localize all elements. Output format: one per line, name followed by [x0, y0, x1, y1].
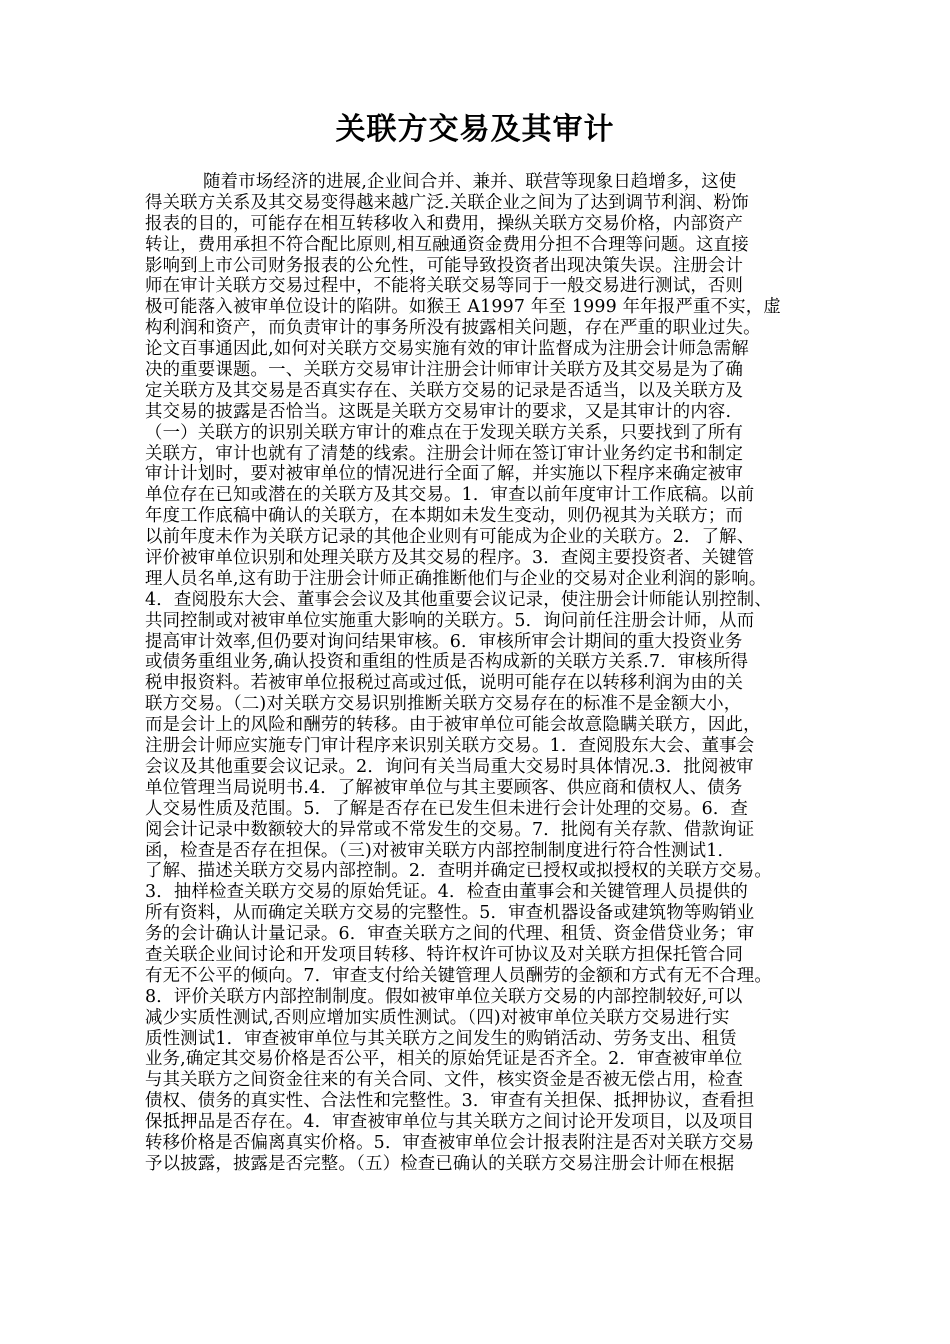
paragraph-line: 税申报资料。若被审单位报税过高或过低，说明可能存在以转移利润为由的关 [145, 673, 744, 694]
paragraph-line: 单位管理当局说明书.4．了解被审单位与其主要顾客、供应商和债权人、债务 [145, 777, 743, 798]
paragraph-line: 师在审计关联方交易过程中，不能将关联交易等同于一般交易进行测试，否则 [145, 276, 744, 297]
paragraph-line: 所有资料，从而确定关联方交易的完整性。5．审查机器设备或建筑物等购销业 [145, 903, 755, 924]
paragraph-line: 而是会计上的风险和酬劳的转移。由于被审单位可能会故意隐瞒关联方，因此， [145, 715, 761, 736]
paragraph-line: 单位存在已知或潜在的关联方及其交易。1．审查以前年度审计工作底稿。以前 [145, 485, 755, 506]
paragraph-line: 人交易性质及范围。5．了解是否存在已发生但未进行会计处理的交易。6．查 [145, 798, 749, 819]
paragraph-line: 予以披露，披露是否完整。（五）检查已确认的关联方交易注册会计师在根据 [145, 1153, 735, 1174]
document-title: 关联方交易及其审计 [335, 112, 615, 147]
paragraph-line: 审计计划时，要对被审单位的情况进行全面了解，并实施以下程序来确定被审 [145, 464, 744, 485]
paragraph-line: 报表的目的，可能存在相互转移收入和费用，操纵关联方交易价格，内部资产 [145, 213, 744, 234]
paragraph-line: 共同控制或对被审单位实施重大影响的关联方。5．询问前任注册会计师，从而 [145, 610, 755, 631]
document-body [145, 172, 815, 1175]
paragraph-line: 有无不公平的倾向。7．审查支付给关键管理人员酬劳的金额和方式有无不合理。 [145, 965, 772, 986]
paragraph-line: 得关联方关系及其交易变得越来越广泛.关联企业之间为了达到调节利润、粉饰 [145, 192, 749, 213]
paragraph-line: 论文百事通因此,如何对关联方交易实施有效的审计监督成为注册会计师急需解 [145, 339, 749, 360]
paragraph-line: 债权、债务的真实性、合法性和完整性。3．审查有关担保、抵押协议，查看担 [145, 1091, 755, 1112]
paragraph-line: 转移价格是否偏离真实价格。5．审查被审单位会计报表附注是否对关联方交易 [145, 1132, 755, 1153]
paragraph-line: 构利润和资产，而负责审计的事务所没有披露相关问题，存在严重的职业过失。 [145, 318, 761, 339]
paragraph-line: 业务,确定其交易价格是否公平，相关的原始凭证是否齐全。2．审查被审单位 [145, 1049, 743, 1070]
paragraph-line: 4．查阅股东大会、董事会会议及其他重要会议记录，使注册会计师能认别控制、 [145, 589, 772, 610]
paragraph-line: 会议及其他重要会议记录。2．询问有关当局重大交易时具体情况.3．批阅被审 [145, 756, 754, 777]
paragraph-line: 务的会计确认计量记录。6．审查关联方之间的代理、租赁、资金借贷业务；审 [145, 924, 755, 945]
paragraph-line: 8．评价关联方内部控制制度。假如被审单位关联方交易的内部控制较好,可以 [145, 986, 743, 1007]
paragraph-line: 转让，费用承担不符合配比原则,相互融通资金费用分担不合理等问题。这直接 [145, 234, 749, 255]
paragraph-line: 保抵押品是否存在。4．审查被审单位与其关联方之间讨论开发项目，以及项目 [145, 1112, 755, 1133]
paragraph-line: 或债务重组业务,确认投资和重组的性质是否构成新的关联方关系.7．审核所得 [145, 652, 749, 673]
paragraph-line: （一）关联方的识别关联方审计的难点在于发现关联方关系，只要找到了所有 [145, 422, 744, 443]
paragraph-line: 年度工作底稿中确认的关联方，在本期如未发生变动，则仍视其为关联方；而 [145, 506, 744, 527]
paragraph-first-line: 随着市场经济的进展,企业间合并、兼并、联营等现象日趋增多，这使 [203, 172, 737, 192]
paragraph-line: 查关联企业间讨论和开发项目转移、特许权许可协议及对关联方担保托管合同 [145, 944, 744, 965]
paragraph-line: 减少实质性测试,否则应增加实质性测试。（四)对被审单位关联方交易进行实 [145, 1007, 730, 1028]
paragraph-line: 了解、描述关联方交易内部控制。2．查明并确定已授权或拟授权的关联方交易。 [145, 861, 772, 882]
paragraph-line: 函，检查是否存在担保。（三)对被审关联方内部控制制度进行符合性测试1． [145, 840, 736, 861]
paragraph-line: 提高审计效率,但仍要对询问结果审核。6．审核所审会计期间的重大投资业务 [145, 631, 743, 652]
paragraph-line: 极可能落入被审单位设计的陷阱。如猴王 A1997 年至 1999 年年报严重不实，虚 [145, 297, 781, 318]
paragraph-line: 联方交易。（二)对关联方交易识别推断关联方交易存在的标准不是金额大小， [145, 694, 742, 715]
paragraph-line: 关联方，审计也就有了清楚的线索。注册会计师在签订审计业务约定书和制定 [145, 443, 744, 464]
paragraph-line: 决的重要课题。一、关联方交易审计注册会计师审计关联方及其交易是为了确 [145, 360, 744, 381]
paragraph-line: 注册会计师应实施专门审计程序来识别关联方交易。1．查阅股东大会、董事会 [145, 736, 755, 757]
paragraph-line: 与其关联方之间资金往来的有关合同、文件，核实资金是否被无偿占用，检查 [145, 1070, 744, 1091]
paragraph-line: 阅会计记录中数额较大的异常或不常发生的交易。7．批阅有关存款、借款询证 [145, 819, 755, 840]
paragraph-line: 质性测试1．审查被审单位与其关联方之间发生的购销活动、劳务支出、租赁 [145, 1028, 737, 1049]
paragraph-line: 3．抽样检查关联方交易的原始凭证。4．检查由董事会和关键管理人员提供的 [145, 882, 749, 903]
paragraph-line: 其交易的披露是否恰当。这既是关联方交易审计的要求，又是其审计的内容. [145, 401, 732, 422]
paragraph-line: 以前年度未作为关联方记录的其他企业则有可能成为企业的关联方。2．了解、 [145, 527, 755, 548]
paragraph-line: 定关联方及其交易是否真实存在、关联方交易的记录是否适当，以及关联方及 [145, 380, 744, 401]
paragraph-line: 影响到上市公司财务报表的公允性，可能导致投资者出现决策失误。注册会计 [145, 255, 744, 276]
paragraph-line: 理人员名单,这有助于注册会计师正确推断他们与企业的交易对企业利润的影响。 [145, 568, 767, 589]
paragraph-line: 评价被审单位识别和处理关联方及其交易的程序。3．查阅主要投资者、关键管 [145, 548, 755, 569]
